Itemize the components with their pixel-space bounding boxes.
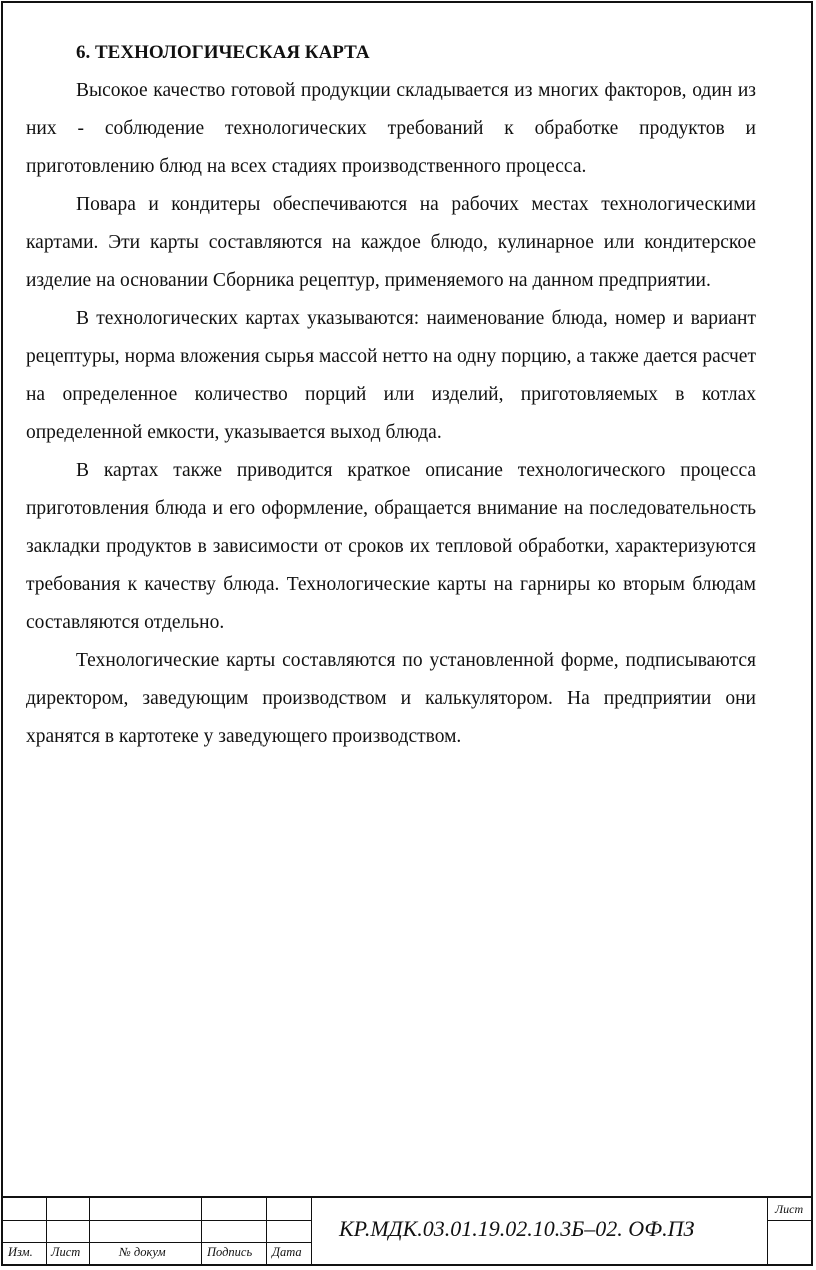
paragraph-1: Высокое качество готовой продукции складывается из многих факторов, один из них - соблюдение технологических требований к обработке продуктов и приготовлению блюд на всех стадиях производственного процесса. bbox=[26, 80, 756, 177]
paragraph-4: В картах также приводится краткое описание технологического процесса приготовления блюда и его оформление, обращается внимание на последовательность закладки продуктов в зависимости от сроков их тепловой обработки, характеризуются требования к качеству блюда. Технологические карты на гарниры ко вторым блюдам составляются отдельно. bbox=[26, 460, 756, 633]
paragraph-5: Технологические карты составляются по установленной форме, подписываются директором, заведующим производством и калькулятором. На предприятии они хранятся в картотеке у заведующего производством. bbox=[26, 650, 756, 747]
paragraph-2: Повара и кондитеры обеспечиваются на рабочих местах технологическими картами. Эти карты составляются на каждое блюдо, кулинарное или кондитерское изделие на основании Сборника рецептур, применяемого на данном предприятии. bbox=[26, 194, 756, 291]
stamp-divider bbox=[201, 1198, 202, 1266]
stamp-divider bbox=[767, 1198, 768, 1266]
stamp-divider bbox=[311, 1198, 312, 1266]
stamp-divider bbox=[46, 1198, 47, 1266]
section-title: 6. ТЕХНОЛОГИЧЕСКАЯ КАРТА bbox=[76, 42, 370, 63]
sheet-label: Лист bbox=[775, 1202, 804, 1216]
title-block bbox=[1, 1196, 813, 1266]
stamp-row-line bbox=[1, 1242, 311, 1243]
stamp-divider bbox=[89, 1198, 90, 1266]
stamp-row-line bbox=[1, 1220, 311, 1221]
date-label: Дата bbox=[272, 1245, 302, 1259]
list-label: Лист bbox=[51, 1245, 81, 1259]
izm-label: Изм. bbox=[8, 1245, 33, 1259]
paragraph-3: В технологических картах указываются: наименование блюда, номер и вариант рецептуры, норма вложения сырья массой нетто на одну порцию, а также дается расчет на определенное количество порций или изделий, приготовляемых в котлах определенной емкости, указывается выход блюда. bbox=[26, 308, 756, 443]
signature-label: Подпись bbox=[207, 1245, 253, 1259]
doc-num-label: № докум bbox=[119, 1245, 166, 1259]
document-code: КР.МДК.03.01.19.02.10.3Б–02. ОФ.ПЗ bbox=[339, 1216, 695, 1241]
stamp-divider bbox=[266, 1198, 267, 1266]
document-body bbox=[26, 30, 756, 756]
sheet-cell-line bbox=[767, 1220, 813, 1221]
